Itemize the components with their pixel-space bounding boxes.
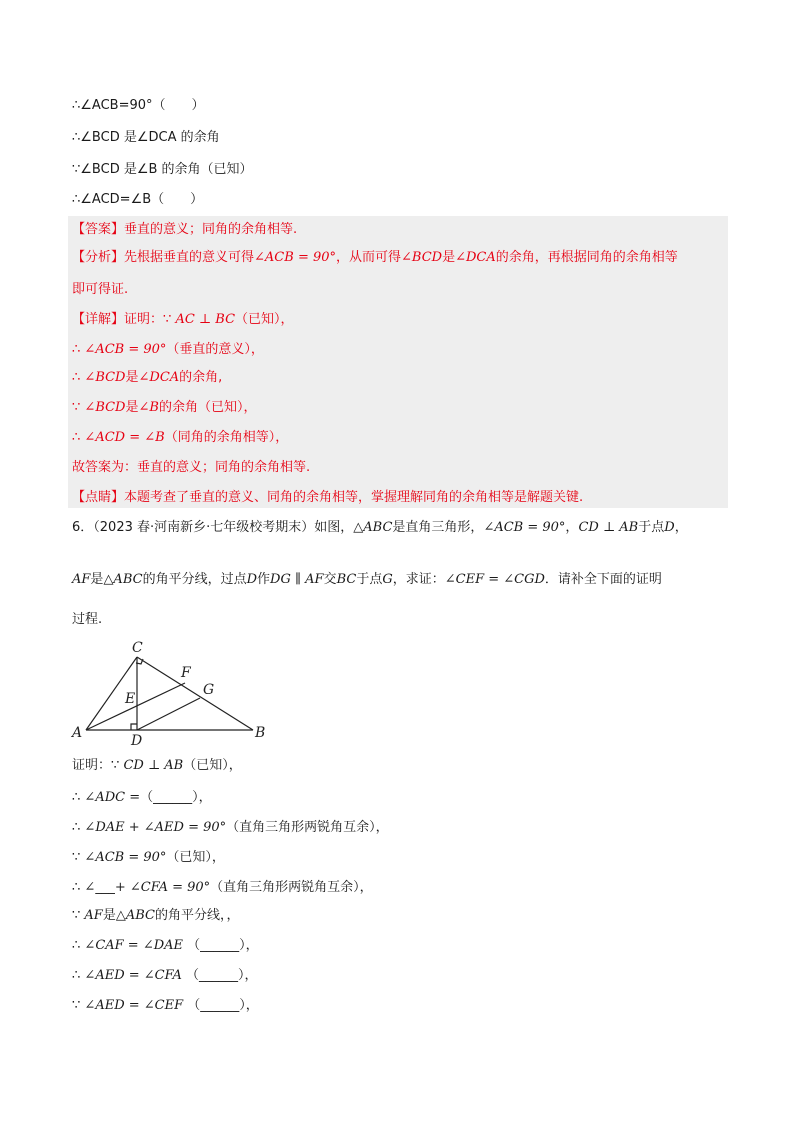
detail-label: 【详解】 [72,312,125,327]
analysis-text: 的余角，再根据同角的余角相等 [495,250,678,265]
proof-reason: （直角三角形两锐角互余）， [210,880,373,895]
problem-text: 如图， [314,520,354,535]
problem-text: 是 [90,572,104,587]
problem-text: 作 [257,572,271,587]
proof-math: ∠ADC = [84,790,141,805]
triangle-figure [66,636,276,748]
detail-line-4 [72,398,256,418]
label-F: F [181,665,191,681]
problem-text: 的角平分线，过点 [142,572,247,587]
answer-text: 垂直的意义；同角的余角相等. [124,222,298,237]
therefore-symbol: ∴ [72,370,81,385]
proof-reason: 的角平分线，， [155,908,240,923]
because-symbol: ∵ [111,758,120,773]
proof-line-8 [72,966,258,986]
problem-text: ．请补全下面的证明 [544,572,662,587]
problem-text: 于点 [356,572,383,587]
therefore-symbol: ∴ [72,790,81,805]
top-step-4: ∴∠ACD=∠B（ ） [72,192,204,207]
label-E: E [125,691,136,707]
proof-line-7 [72,936,259,956]
detail-math: ∠ACB = 90° [84,342,167,357]
detail-text: （垂直的意义）， [166,342,264,357]
proof-text: 证明： [72,758,112,773]
comment-line [72,488,583,508]
top-step-3: ∵∠BCD 是∠B 的余角（已知） [72,162,253,177]
because-symbol: ∵ [72,850,81,865]
label-G: G [203,682,215,698]
problem6-line-1 [72,518,688,538]
analysis-label: 【分析】 [72,250,125,265]
problem-math: G [382,572,393,587]
proof-math: ∠CAF = ∠DAE [84,938,184,953]
problem-math: △ABC [103,572,143,587]
label-B: B [255,725,266,741]
analysis-math: ∠BCD [401,250,443,265]
proof-reason: （已知）， [183,758,242,773]
proof-math: ∠ [84,880,96,895]
analysis-line-1 [72,248,678,268]
analysis-text: 先根据垂直的意义可得 [124,250,255,265]
proof-math: ∠AED = ∠CFA [84,968,182,983]
detail-math: ∠BCD [84,370,126,385]
detail-conclusion: 故答案为：垂直的意义；同角的余角相等. [72,460,311,475]
therefore-symbol: ∴ [72,820,81,835]
proof-math: CD ⊥ AB [123,758,184,773]
proof-blank[interactable]: （______）， [140,790,212,805]
because-symbol: ∵ [72,908,81,923]
problem-math: DG ∥ AF [270,572,324,587]
detail-text: 是 [125,370,139,385]
detail-line-5 [72,428,288,448]
proof-math: ∠DAE + ∠AED = 90° [84,820,227,835]
proof-math: + ∠CFA = 90° [114,880,211,895]
answer-label: 【答案】 [72,222,125,237]
detail-math: ∠DCA [138,370,180,385]
detail-math: ∠BCD [84,400,126,415]
top-step-1: ∴∠ACB=90°（ ） [72,98,205,113]
problem-text: ， [674,520,688,535]
comment-label: 【点睛】 [72,490,125,505]
proof-line-6 [72,906,240,926]
therefore-symbol: ∴ [72,968,81,983]
top-step-2: ∴∠BCD 是∠DCA 的余角 [72,130,220,145]
proof-blank[interactable]: （______）， [186,968,258,983]
comment-text: 本题考查了垂直的意义、同角的余角相等，掌握理解同角的余角相等是解题关键. [124,490,584,505]
problem-text: 于点 [638,520,665,535]
problem-text: 是直角三角形， [392,520,484,535]
proof-math: AF [84,908,103,923]
problem-source: （2023 春·河南新乡·七年级校考期末） [93,520,315,535]
therefore-symbol: ∴ [72,880,81,895]
because-symbol: ∵ [72,998,81,1013]
segment-AF [86,683,185,730]
problem-math: ∠ACB = 90° [483,520,566,535]
analysis-text: 是 [442,250,456,265]
detail-math: ∠B [138,400,159,415]
segment-DG [137,698,200,730]
problem-math: D [246,572,258,587]
problem-text: ， [565,520,579,535]
proof-text: 是 [102,908,116,923]
because-symbol: ∵ [163,312,172,327]
detail-line-2 [72,340,264,360]
proof-line-9 [72,996,259,1016]
proof-reason: （直角三角形两锐角互余）， [226,820,389,835]
proof-blank[interactable]: （______）， [187,938,259,953]
detail-math: ∠ACD = ∠B [84,430,165,445]
proof-line-5 [72,878,373,898]
proof-blank[interactable]: ___ [95,880,115,895]
problem-math: △ABC [353,520,393,535]
problem-number: 6． [72,520,94,535]
proof-math: ∠ACB = 90° [84,850,167,865]
detail-text: 的余角（已知）， [158,400,257,415]
problem-math: D [664,520,675,535]
label-C: C [132,640,143,656]
problem6-line-2 [72,570,662,590]
detail-text: 的余角, [179,370,223,385]
therefore-symbol: ∴ [72,938,81,953]
problem6-line-3: 过程. [72,612,103,627]
analysis-math: ∠DCA [455,250,496,265]
label-D: D [131,733,143,748]
problem-math: AF [72,572,91,587]
proof-reason: （已知）， [166,850,225,865]
analysis-text: ，从而可得 [336,250,402,265]
problem-math: BC [336,572,357,587]
answer-line [72,220,297,240]
problem-text: ，求证： [392,572,445,587]
detail-text: （已知）， [235,312,294,327]
proof-line-3 [72,818,389,838]
detail-text: 证明： [124,312,164,327]
detail-math: AC ⊥ BC [175,312,236,327]
problem-text: 交 [323,572,337,587]
right-angle-mark-D [131,724,137,730]
problem-math: CD ⊥ AB [578,520,639,535]
because-symbol: ∵ [72,400,81,415]
analysis-line-2: 即可得证. [72,282,129,297]
detail-line-3 [72,368,222,388]
problem-math: ∠CEF = ∠CGD [444,572,545,587]
therefore-symbol: ∴ [72,430,81,445]
segment-CB [137,657,253,730]
proof-math: △ABC [115,908,155,923]
detail-line-1 [72,310,294,330]
proof-line-4 [72,848,225,868]
therefore-symbol: ∴ [72,342,81,357]
proof-blank[interactable]: （______）， [187,998,259,1013]
detail-text: 是 [125,400,139,415]
detail-text: （同角的余角相等）， [164,430,289,445]
proof-line-2 [72,788,212,808]
proof-math: ∠AED = ∠CEF [84,998,184,1013]
label-A: A [72,725,83,741]
proof-line-1 [72,756,242,776]
analysis-math: ∠ACB = 90° [254,250,337,265]
